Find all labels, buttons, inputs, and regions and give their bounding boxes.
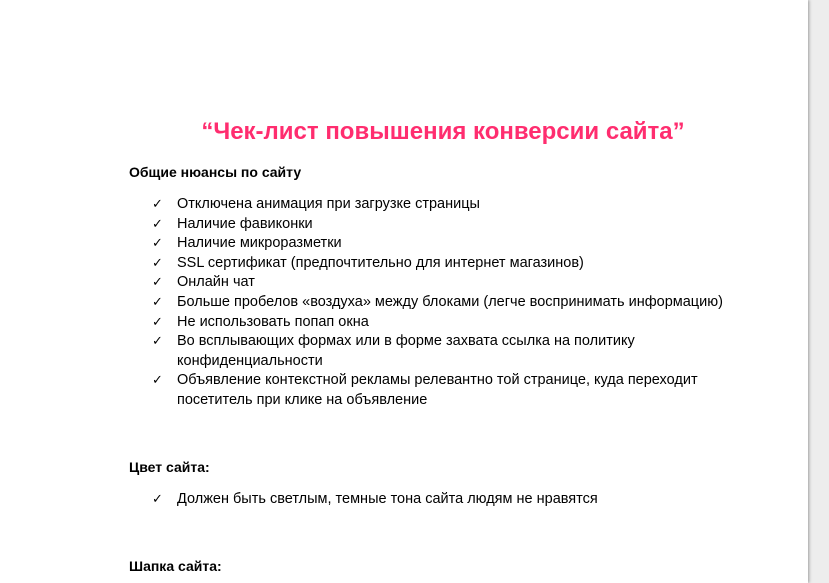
checkmark-icon: ✓ [152, 492, 163, 507]
checkmark-icon: ✓ [152, 334, 163, 350]
section-heading-general: Общие нюансы по сайту [129, 164, 302, 180]
list-item: ✓ SSL сертификат (предпочтительно для интернет магазинов) [152, 254, 747, 274]
list-item: ✓ Наличие фавиконки [152, 215, 747, 235]
list-item: ✓ Онлайн чат [152, 273, 747, 293]
list-item: ✓ Наличие микроразметки [152, 234, 747, 254]
document-title: “Чек-лист повышения конверсии сайта” [201, 118, 685, 145]
checkmark-icon: ✓ [152, 314, 163, 330]
section-heading-site-color: Цвет сайта: [129, 459, 210, 475]
checkmark-icon: ✓ [152, 275, 163, 291]
checkmark-icon: ✓ [152, 255, 163, 271]
checkmark-icon: ✓ [152, 216, 163, 232]
list-item: ✓ Больше пробелов «воздуха» между блоками (легче воспринимать информацию) [152, 293, 747, 313]
section-heading-site-header: Шапка сайта: [129, 558, 222, 574]
checklist-site-color [152, 490, 747, 510]
list-item: ✓ Должен быть светлым, темные тона сайта людям не нравятся [152, 490, 747, 510]
list-item: ✓ Объявление контекстной рекламы релевантно той странице, куда переходит посетитель при клике на объявление [152, 372, 698, 408]
list-item: ✓ Отключена анимация при загрузке страницы [152, 195, 747, 215]
list-item: ✓ Не использовать попап окна [152, 313, 747, 333]
checkmark-icon: ✓ [152, 294, 163, 310]
checkmark-icon: ✓ [152, 373, 163, 389]
checkmark-icon: ✓ [152, 236, 163, 252]
list-item: ✓ Во всплывающих формах или в форме захвата ссылка на политику конфиденциальности [152, 333, 635, 369]
checkmark-icon: ✓ [152, 197, 163, 212]
checklist-general [152, 195, 747, 411]
